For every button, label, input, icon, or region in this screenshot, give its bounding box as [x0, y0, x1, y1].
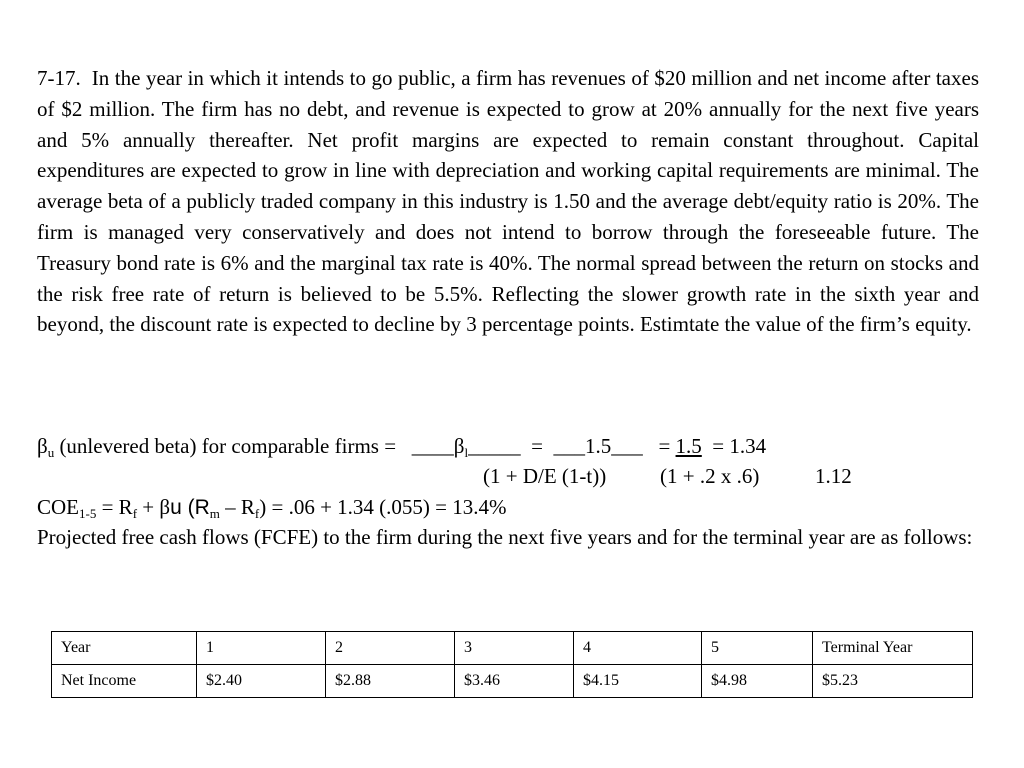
- problem-statement: [37, 63, 979, 340]
- table-cell: Terminal Year: [813, 632, 973, 665]
- beta-symbol: β: [37, 434, 48, 458]
- table-cell: 2: [326, 632, 455, 665]
- table-cell: $4.15: [574, 665, 702, 698]
- table-cell: $5.23: [813, 665, 973, 698]
- table-cell: $3.46: [455, 665, 574, 698]
- projection-text: Projected free cash flows (FCFE) to the firm during the next five years and for the terminal year are as follows:: [37, 525, 973, 549]
- coe-equals-rf: = R: [96, 495, 133, 519]
- coe-plus-beta: + β: [137, 495, 171, 519]
- table-cell: $4.98: [702, 665, 813, 698]
- beta-denominator-general: (1 + D/E (1-t)): [483, 464, 607, 488]
- levered-beta-symbol: β: [453, 434, 465, 458]
- unlevered-beta-formula: [37, 434, 766, 458]
- beta-fraction-value: _____ = ___1.5___ =: [468, 434, 676, 458]
- table-cell: 3: [455, 632, 574, 665]
- problem-text: In the year in which it intends to go public, a firm has revenues of $20 million and net income after taxes of $2 million. The firm has no debt, and revenue is expected to grow at 20% annually for the next five years and 5% annually thereafter. Net profit margins are expected to remain constant throughout. Capital expenditures are expected to grow in line with depreciation and working capital requirements are minimal. The average beta of a publicly traded company in this industry is 1.50 and the average debt/equity ratio is 20%. The firm is managed very conservatively and does not intend to borrow through the foreseeable future. The Treasury bond rate is 6% and the marginal tax rate is 40%. The normal spread between the return on stocks and the risk free rate of return is believed to be 5.5%. Reflecting the slower growth rate in the sixth year and beyond, the discount rate is expected to decline by 3 percentage points. Estimtate the value of the firm’s equity.: [37, 66, 979, 337]
- beta-subscript-l: l: [464, 445, 469, 460]
- table-cell: 4: [574, 632, 702, 665]
- problem-number: 7-17.: [37, 66, 81, 90]
- rm-subscript: m: [209, 506, 220, 521]
- rf-subscript: f: [132, 506, 138, 521]
- beta-subscript-u: u: [47, 445, 55, 460]
- table-header-row: [52, 632, 973, 665]
- rf-subscript-2: f: [254, 506, 260, 521]
- table-cell: Net Income: [52, 665, 197, 698]
- table-cell: 5: [702, 632, 813, 665]
- coe-u-rm: u (R: [170, 496, 210, 519]
- table-cell: $2.88: [326, 665, 455, 698]
- coe-minus-rf: – R: [219, 495, 255, 519]
- fcfe-table: [51, 631, 973, 698]
- table-cell: Year: [52, 632, 197, 665]
- table-cell: 1: [197, 632, 326, 665]
- coe-result: ) = .06 + 1.34 (.055) = 13.4%: [259, 495, 507, 519]
- cost-of-equity-formula: [37, 495, 507, 520]
- beta-result: = 1.34: [701, 434, 767, 458]
- coe-subscript-years: 1-5: [79, 506, 97, 521]
- beta-numerator-result: 1.5: [675, 434, 702, 458]
- table-row: [52, 665, 973, 698]
- beta-denominator-value: (1 + .2 x .6): [660, 464, 760, 488]
- beta-label: (unlevered beta) for comparable firms = ____: [54, 434, 454, 458]
- coe-label: COE: [37, 495, 79, 519]
- beta-denominator-result: 1.12: [815, 464, 852, 488]
- table-cell: $2.40: [197, 665, 326, 698]
